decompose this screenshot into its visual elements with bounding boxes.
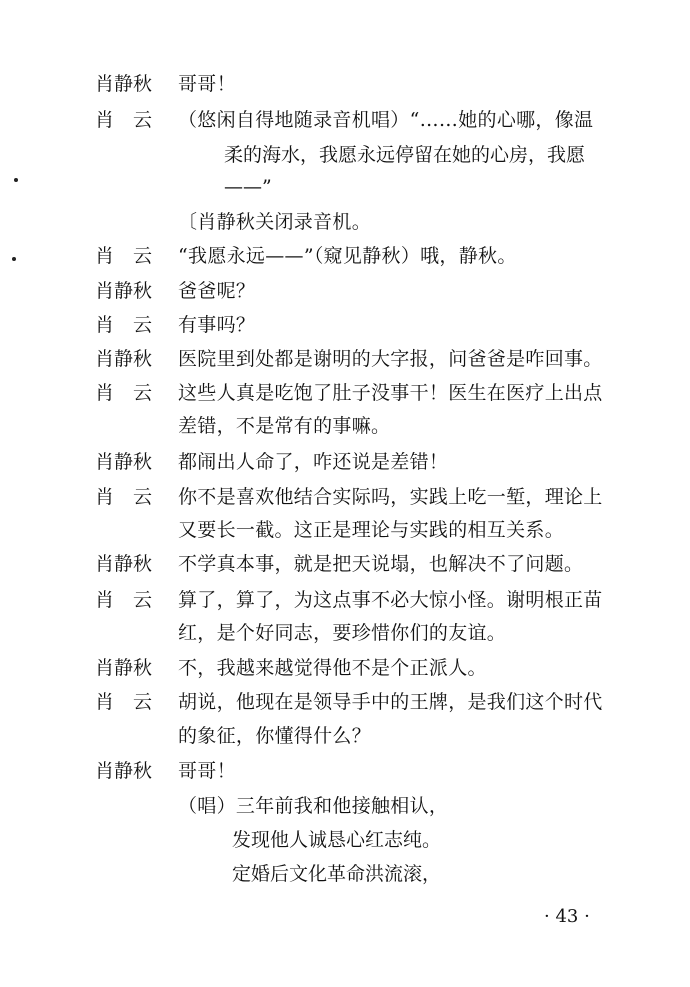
- dialogue-continuation: 的象征，你懂得什么？: [178, 725, 372, 747]
- dialogue-continuation: ——”: [224, 176, 272, 198]
- stage-direction: 〔肖静秋关闭录音机。: [178, 211, 372, 233]
- dialogue-continuation: 又要长一截。这正是理论与实践的相互关系。: [178, 519, 565, 541]
- dialogue: （悠闲自得地随录音机唱）“……她的心哪，像温: [178, 109, 594, 131]
- dialogue: 算了，算了，为这点事不必大惊小怪。谢明根正苗: [178, 589, 603, 611]
- speaker: 肖静秋: [95, 553, 153, 575]
- song-line: 发现他人诚恳心红志纯。: [232, 829, 442, 851]
- dialogue: “我愿永远——”（窥见静秋）哦，静秋。: [178, 245, 517, 267]
- dialogue: 不学真本事，就是把天说塌，也解决不了问题。: [178, 553, 584, 575]
- dialogue-continuation: 差错，不是常有的事嘛。: [178, 415, 391, 437]
- speaker: 肖 云: [95, 486, 153, 508]
- speaker: 肖 云: [95, 314, 153, 336]
- speaker: 肖 云: [95, 691, 153, 713]
- dialogue: 哥哥！: [178, 760, 236, 782]
- stage-direction: （唱）三年前我和他接触相认，: [178, 795, 449, 817]
- margin-mark: [12, 257, 16, 261]
- dialogue-continuation: 柔的海水，我愿永远停留在她的心房，我愿: [224, 144, 586, 166]
- dialogue-continuation: 红，是个好同志，要珍惜你们的友谊。: [178, 622, 507, 644]
- speaker: 肖静秋: [95, 760, 153, 782]
- speaker: 肖静秋: [95, 280, 153, 302]
- song-line: 定婚后文化革命洪流滚，: [232, 863, 442, 885]
- page-number: · 43 ·: [544, 906, 590, 927]
- dialogue: 医院里到处都是谢明的大字报，问爸爸是咋回事。: [178, 348, 603, 370]
- dialogue: 都闹出人命了，咋还说是差错！: [178, 451, 449, 473]
- speaker: 肖 云: [95, 589, 153, 611]
- dialogue: 胡说，他现在是领导手中的王牌，是我们这个时代: [178, 691, 603, 713]
- speaker: 肖 云: [95, 382, 153, 404]
- margin-mark: [14, 178, 18, 182]
- speaker: 肖 云: [95, 109, 153, 131]
- speaker: 肖静秋: [95, 348, 153, 370]
- dialogue: 你不是喜欢他结合实际吗，实践上吃一堑，理论上: [178, 486, 603, 508]
- dialogue: 这些人真是吃饱了肚子没事干！医生在医疗上出点: [178, 382, 603, 404]
- dialogue: 不，我越来越觉得他不是个正派人。: [178, 657, 487, 679]
- dialogue: 爸爸呢？: [178, 280, 256, 302]
- speaker: 肖静秋: [95, 657, 153, 679]
- dialogue: 有事吗？: [178, 314, 256, 336]
- speaker: 肖静秋: [95, 451, 153, 473]
- dialogue: 哥哥！: [178, 73, 236, 95]
- speaker: 肖 云: [95, 245, 153, 267]
- speaker: 肖静秋: [95, 73, 153, 95]
